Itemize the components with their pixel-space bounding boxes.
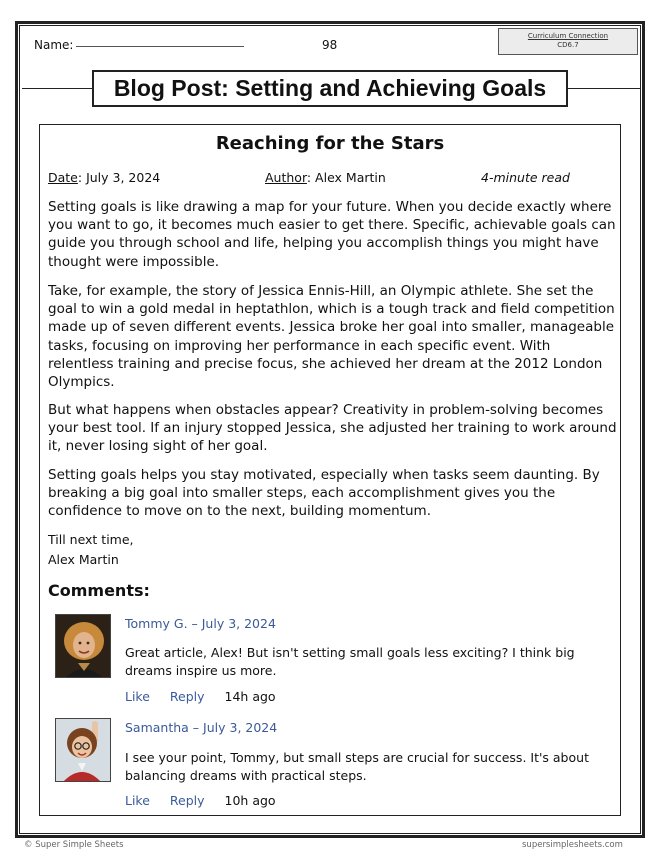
comment-author: Samantha – July 3, 2024 [125,720,278,735]
curriculum-title: Curriculum Connection [527,32,609,40]
name-field [34,38,244,52]
reply-link[interactable]: Reply [169,689,205,704]
comment-actions [125,793,292,808]
post-date [48,170,160,185]
comment-time: 14h ago [224,689,276,704]
comment-author: Tommy G. – July 3, 2024 [125,616,276,631]
footer-copyright: © Super Simple Sheets [24,840,124,850]
reply-link[interactable]: Reply [169,793,205,808]
title-rule-left [22,88,92,89]
date-value: : July 3, 2024 [77,170,161,185]
name-label: Name: [34,38,74,52]
author-value: : Alex Martin [306,170,386,185]
signature: Alex Martin [48,552,119,567]
title-rule-right [568,88,640,89]
curriculum-box [498,28,638,55]
footer-site: supersimplesheets.com [522,840,623,850]
avatar [55,614,111,678]
author-label: Author [265,170,307,185]
comment-time: 10h ago [224,793,276,808]
comment-text: Great article, Alex! But isn't setting small goals less exciting? I think big dreams inspire us more. [125,645,575,678]
blog-heading: Reaching for the Stars [215,133,445,154]
comments-heading: Comments: [48,581,150,600]
signoff: Till next time, [48,532,134,547]
post-author [265,170,386,185]
name-line [76,46,244,47]
paragraph: Setting goals helps you stay motivated, especially when tasks seem daunting. By breaking a big goal into smaller steps, each accomplishment gives you the confidence to move on to the next, building momentum. [48,467,600,520]
paragraph: Take, for example, the story of Jessica Ennis-Hill, an Olympic athlete. She set the goal to win a gold medal in heptathlon, which is a tough track and field competition made up of seven different events. Jessica broke her goal into smaller, manageable tasks, focusing on improving her performance in each specific event. With relentless training and precise focus, she achieved her dream at the 2012 London Olympics. [48,283,615,391]
comment-actions [125,689,292,704]
blog-post [39,124,621,816]
page-title: Blog Post: Setting and Achieving Goals [92,70,568,107]
paragraph: But what happens when obstacles appear? Creativity in problem-solving becomes your best tool. If an injury stopped Jessica, she adjusted her training to work around it, never losing sight of her goal. [48,402,617,455]
like-link[interactable]: Like [125,793,150,808]
page-number: 98 [322,38,338,52]
curriculum-code: CD6.7 [557,41,579,49]
read-time: 4-minute read [481,170,570,185]
paragraph: Setting goals is like drawing a map for your future. When you decide exactly where you want to go, it becomes much easier to get there. Specific, achievable goals can guide you through school and life, helping you accomplish things you might have thought were impossible. [48,199,616,270]
date-label: Date [48,170,78,185]
like-link[interactable]: Like [125,689,150,704]
comment-text: I see your point, Tommy, but small steps are crucial for success. It's about balancing dreams with practical steps. [125,750,589,783]
avatar [55,718,111,782]
